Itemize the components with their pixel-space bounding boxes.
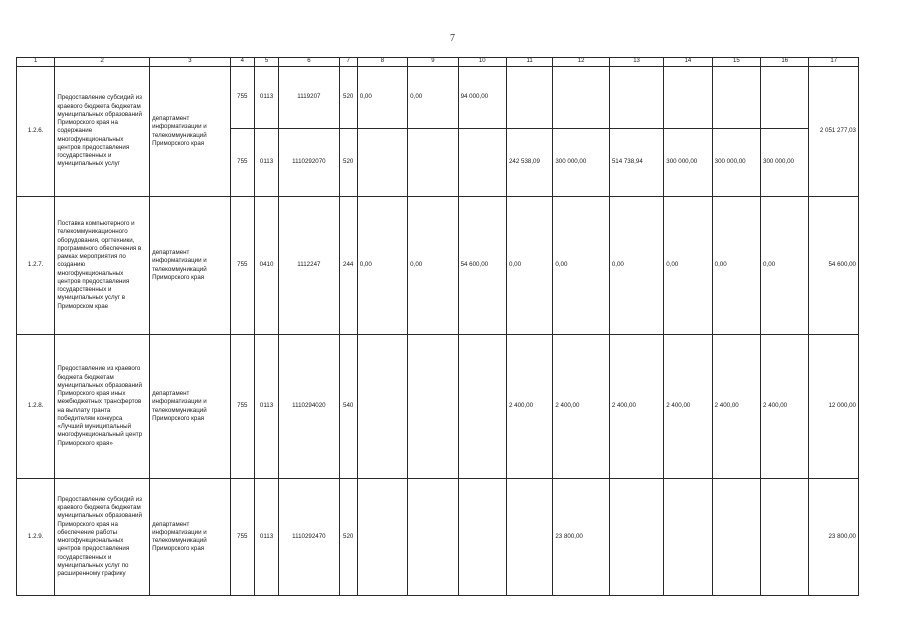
page-number: 7 [450,33,455,44]
column-header: 12 [553,58,609,67]
column-header: 3 [150,58,231,67]
column-header: 7 [339,58,357,67]
total-cell: 23 800,00 [809,479,859,596]
column-header: 15 [712,58,760,67]
cell: 755 [230,335,254,479]
cell [761,67,809,129]
column-header: 9 [408,58,458,67]
activity-description-cell: Поставка компьютерного и телекоммуникационного оборудования, оргтехники, программного обеспечения в рамках мероприятия по созданию многофункциональных центров предоставления государственных и муниципальных услуг в Приморском крае [55,197,150,335]
cell [664,479,712,596]
cell: 0,00 [506,197,552,335]
cell [506,67,552,129]
cell: 0,00 [553,197,609,335]
cell: 755 [230,129,254,197]
cell: 54 600,00 [458,197,506,335]
activity-description-cell: Предоставление из краевого бюджета бюджетам муниципальных образований Приморского края иных межбюджетных трансфертов на выплату гранта победителям конкурса «Лучший муниципальный многофункциональный центр Приморского края» [55,335,150,479]
cell: 0,00 [664,197,712,335]
cell: 520 [339,67,357,129]
cell: 0,00 [408,67,458,129]
cell [408,335,458,479]
total-cell: 12 000,00 [809,335,859,479]
row-number-cell: 1.2.8. [17,335,55,479]
cell: 755 [230,197,254,335]
row-number-cell: 1.2.7. [17,197,55,335]
column-header: 13 [609,58,663,67]
cell: 23 800,00 [553,479,609,596]
department-cell: департамент информатизации и телекоммуникаций Приморского края [150,67,231,197]
column-header: 10 [458,58,506,67]
cell: 300 000,00 [712,129,760,197]
cell: 2 400,00 [664,335,712,479]
cell: 2 400,00 [553,335,609,479]
activity-description-cell: Предоставление субсидий из краевого бюджета бюджетам муниципальных образований Приморского края на содержание многофункциональных центров предоставления государственных и муниципальных услуг [55,67,150,197]
cell: 540 [339,335,357,479]
column-header: 17 [809,58,859,67]
cell: 0113 [254,335,278,479]
column-header: 5 [254,58,278,67]
cell [609,67,663,129]
cell [357,129,407,197]
table-row [17,335,859,479]
cell: 0113 [254,129,278,197]
cell: 1110294020 [279,335,340,479]
row-number-cell: 1.2.9. [17,479,55,596]
cell: 1110292070 [279,129,340,197]
cell: 0410 [254,197,278,335]
cell: 2 400,00 [609,335,663,479]
cell [761,479,809,596]
department-cell: департамент информатизации и телекоммуникаций Приморского края [150,479,231,596]
total-cell: 54 600,00 [809,197,859,335]
activity-description-cell: Предоставление субсидий из краевого бюджета бюджетам муниципальных образований Приморского края на обеспечение работы многофункциональных центров предоставления государственных и муниципальных услуг по расширенному графику [55,479,150,596]
cell [664,67,712,129]
cell [506,479,552,596]
cell [357,335,407,479]
cell [458,335,506,479]
cell: 94 000,00 [458,67,506,129]
cell: 0,00 [357,67,407,129]
cell [712,67,760,129]
cell: 0,00 [357,197,407,335]
cell: 2 400,00 [761,335,809,479]
cell: 2 400,00 [506,335,552,479]
cell: 0113 [254,67,278,129]
cell: 300 000,00 [664,129,712,197]
cell [408,479,458,596]
cell: 0,00 [609,197,663,335]
cell: 0,00 [761,197,809,335]
budget-table [16,57,859,596]
table-row [17,197,859,335]
cell [408,129,458,197]
column-header: 4 [230,58,254,67]
department-cell: департамент информатизации и телекоммуникаций Приморского края [150,197,231,335]
column-header: 16 [761,58,809,67]
department-cell: департамент информатизации и телекоммуникаций Приморского края [150,335,231,479]
cell: 2 400,00 [712,335,760,479]
cell: 300 000,00 [761,129,809,197]
column-header: 1 [17,58,55,67]
cell: 242 538,09 [506,129,552,197]
cell [609,479,663,596]
column-header: 6 [279,58,340,67]
row-number-cell: 1.2.6. [17,67,55,197]
cell [357,479,407,596]
cell: 1110292470 [279,479,340,596]
cell: 0113 [254,479,278,596]
cell: 300 000,00 [553,129,609,197]
total-cell: 2 051 277,03 [809,67,859,197]
cell: 1119207 [279,67,340,129]
cell: 520 [339,479,357,596]
cell: 244 [339,197,357,335]
cell: 1112247 [279,197,340,335]
cell: 0,00 [408,197,458,335]
table-row [17,479,859,596]
cell: 755 [230,479,254,596]
column-header: 11 [506,58,552,67]
column-header: 8 [357,58,407,67]
column-number-row [17,58,859,67]
cell: 0,00 [712,197,760,335]
cell [458,129,506,197]
column-header: 2 [55,58,150,67]
cell [553,67,609,129]
table-row [17,67,859,129]
cell: 514 738,94 [609,129,663,197]
cell [458,479,506,596]
cell: 755 [230,67,254,129]
cell: 520 [339,129,357,197]
cell [712,479,760,596]
column-header: 14 [664,58,712,67]
